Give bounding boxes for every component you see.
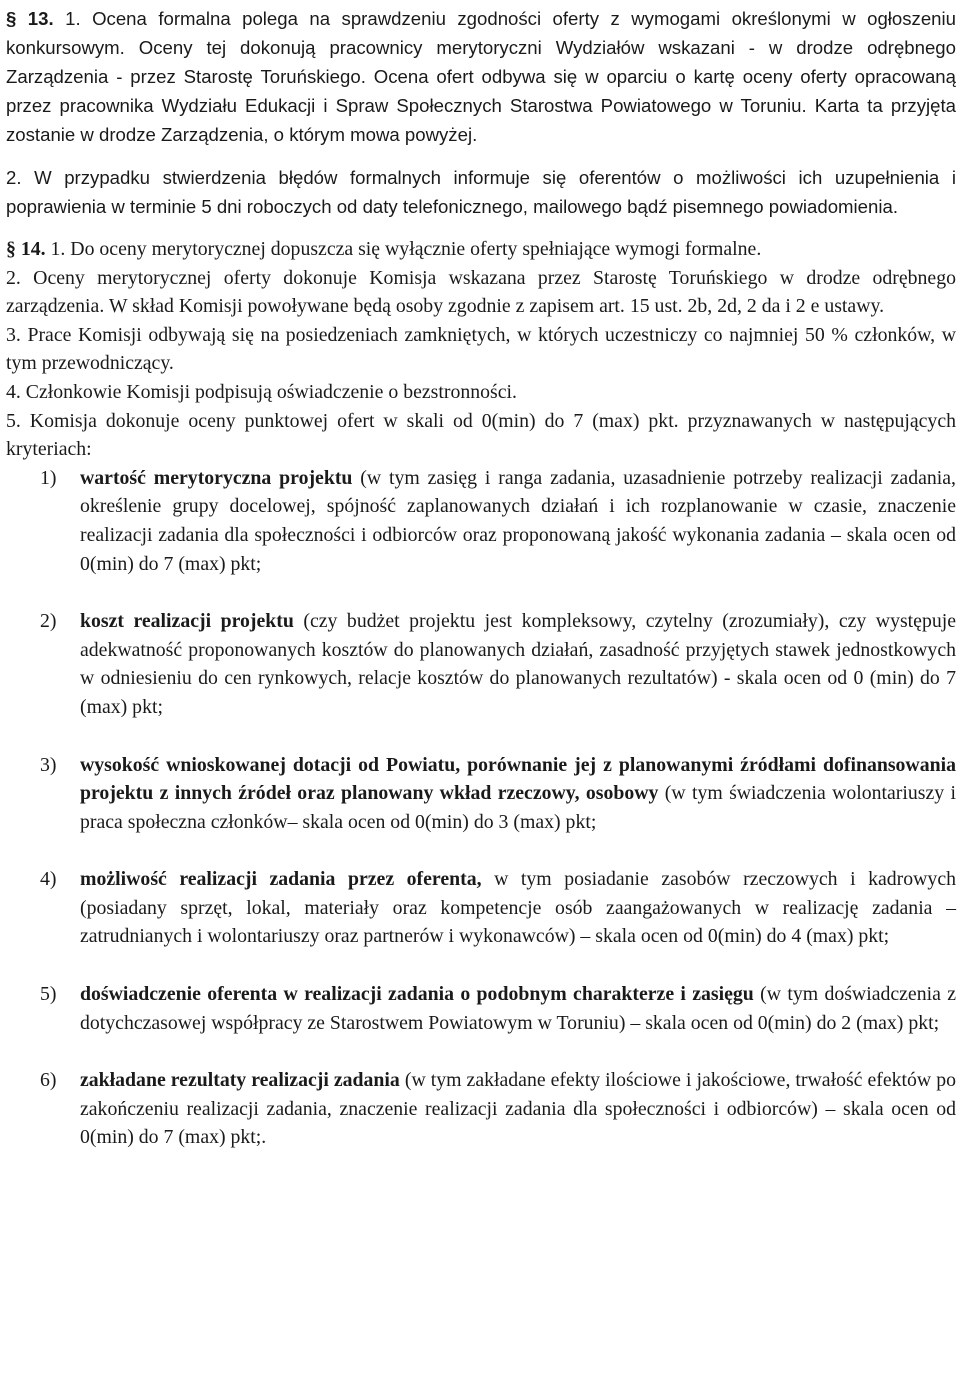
criteria-number: 5) bbox=[40, 983, 57, 1006]
criteria-text: (w tym doświadczenia z dotychczasowej współpracy ze Starostwem Powiatowym w Toruniu) – skala ocen od 0(min) do 2 (max) pkt; bbox=[80, 983, 956, 1034]
criteria-text: (czy budżet projektu jest kompleksowy, czytelny (zrozumiały), czy występuje adekwatność proponowanych kosztów do planowanych działań, zasadność przyjętych stawek jednostkowych w odniesieniu do cen rynkowych, relacje kosztów do planowanych rezultatów) - skala ocen od 0 (min) do 7 (max) pkt; bbox=[80, 610, 956, 718]
criteria-title: wysokość wnioskowanej dotacji od Powiatu, porównanie jej z planowanymi źródłami dofinansowania projektu z innych źródeł oraz planowany wkład rzeczowy, osobowy bbox=[80, 753, 956, 805]
criteria-number: 3) bbox=[40, 753, 57, 776]
section-14-paragraph-1 bbox=[6, 235, 956, 264]
criteria-item-5 bbox=[6, 980, 956, 1037]
section-14-paragraph-4: 4. Członkowie Komisji podpisują oświadczenie o bezstronności. bbox=[6, 380, 517, 403]
section-14-paragraph-2: 2. Oceny merytorycznej oferty dokonuje Komisja wskazana przez Starostę Toruńskiego w drodze odrębnego zarządzenia. W skład Komisji powoływane będą osoby zgodnie z zapisem art. 15 ust. 2b, 2d, 2 da i 2 e ustawy. bbox=[6, 266, 956, 318]
criteria-title: możliwość realizacji zadania przez oferenta, bbox=[80, 868, 482, 891]
criteria-text: (w tym świadczenia wolontariuszy i praca społeczna członków– skala ocen od 0(min) do 3 (max) pkt; bbox=[80, 782, 956, 833]
criteria-item-1 bbox=[6, 464, 956, 578]
section-13-paragraph-2 bbox=[6, 163, 956, 221]
criteria-item-4 bbox=[6, 865, 956, 951]
criteria-number: 6) bbox=[40, 1069, 57, 1092]
criteria-title: doświadczenie oferenta w realizacji zadania o podobnym charakterze i zasięgu bbox=[80, 983, 754, 1006]
section-13-p1-number: 1. bbox=[65, 8, 81, 29]
section-14-paragraph-5: 5. Komisja dokonuje oceny punktowej ofert w skali od 0(min) do 7 (max) pkt. przyznawanych w następujących kryteriach: bbox=[6, 409, 956, 461]
criteria-list bbox=[6, 464, 956, 1152]
section-13-paragraph-1 bbox=[6, 4, 956, 149]
criteria-item-2 bbox=[6, 607, 956, 721]
section-14-paragraph-3: 3. Prace Komisji odbywają się na posiedzeniach zamkniętych, w których uczestniczy co najmniej 50 % członków, w tym przewodniczący. bbox=[6, 323, 956, 375]
criteria-item-3 bbox=[6, 751, 956, 837]
section-13-p2-text: W przypadku stwierdzenia błędów formalnych informuje się oferentów o możliwości ich uzupełnienia i poprawienia w terminie 5 dni roboczych od daty telefonicznego, mailowego bądź pisemnego powiadomienia. bbox=[6, 167, 956, 217]
section-14-heading: § 14. bbox=[6, 238, 46, 260]
section-13-p1-text: Ocena formalna polega na sprawdzeniu zgodności oferty z wymogami określonymi w ogłoszeniu konkursowym. Oceny tej dokonują pracownicy merytoryczni Wydziałów wskazani - w drodze odrębnego Zarządzenia - przez Starostę Toruńskiego. Ocena ofert odbywa się w oparciu o kartę oceny oferty opracowaną przez pracownika Wydziału Edukacji i Spraw Społecznych Starostwa Powiatowego w Toruniu. Karta ta przyjęta zostanie w drodze Zarządzenia, o którym mowa powyżej. bbox=[6, 8, 956, 145]
section-13-heading: § 13. bbox=[6, 8, 54, 29]
criteria-text: (w tym zakładane efekty ilościowe i jakościowe, trwałość efektów po zakończeniu realizacji zadania, znaczenie realizacji zadania dla społeczności i odbiorców) – skala ocen od 0(min) do 7 (max) pkt;. bbox=[80, 1069, 956, 1149]
criteria-text: (w tym zasięg i ranga zadania, uzasadnienie potrzeby realizacji zadania, określenie grupy docelowej, spójność zaplanowanych działań i ich rozplanowanie w czasie, znaczenie realizacji zadania dla społeczności i odbiorców oraz proponowaną jakość wykonania zadania – skala ocen od 0(min) do 7 (max) pkt; bbox=[80, 466, 956, 575]
document-page bbox=[6, 4, 956, 1152]
criteria-title: zakładane rezultaty realizacji zadania bbox=[80, 1069, 400, 1092]
section-13-p2-number: 2. bbox=[6, 167, 22, 188]
criteria-number: 4) bbox=[40, 868, 57, 891]
criteria-title: wartość merytoryczna projektu bbox=[80, 466, 353, 489]
section-14-p1-text: 1. Do oceny merytorycznej dopuszcza się wyłącznie oferty spełniające wymogi formalne. bbox=[50, 238, 762, 260]
criteria-number: 1) bbox=[40, 466, 57, 489]
criteria-text: w tym posiadanie zasobów rzeczowych i kadrowych (posiadany sprzęt, lokal, materiały oraz kompetencje osób zaangażowanych w realizację zadania – zatrudnianych i wolontariuszy oraz partnerów i wykonawców) – skala ocen od 0(min) do 4 (max) pkt; bbox=[80, 868, 956, 948]
criteria-item-6 bbox=[6, 1066, 956, 1152]
criteria-title: koszt realizacji projektu bbox=[80, 610, 294, 633]
criteria-number: 2) bbox=[40, 610, 57, 633]
